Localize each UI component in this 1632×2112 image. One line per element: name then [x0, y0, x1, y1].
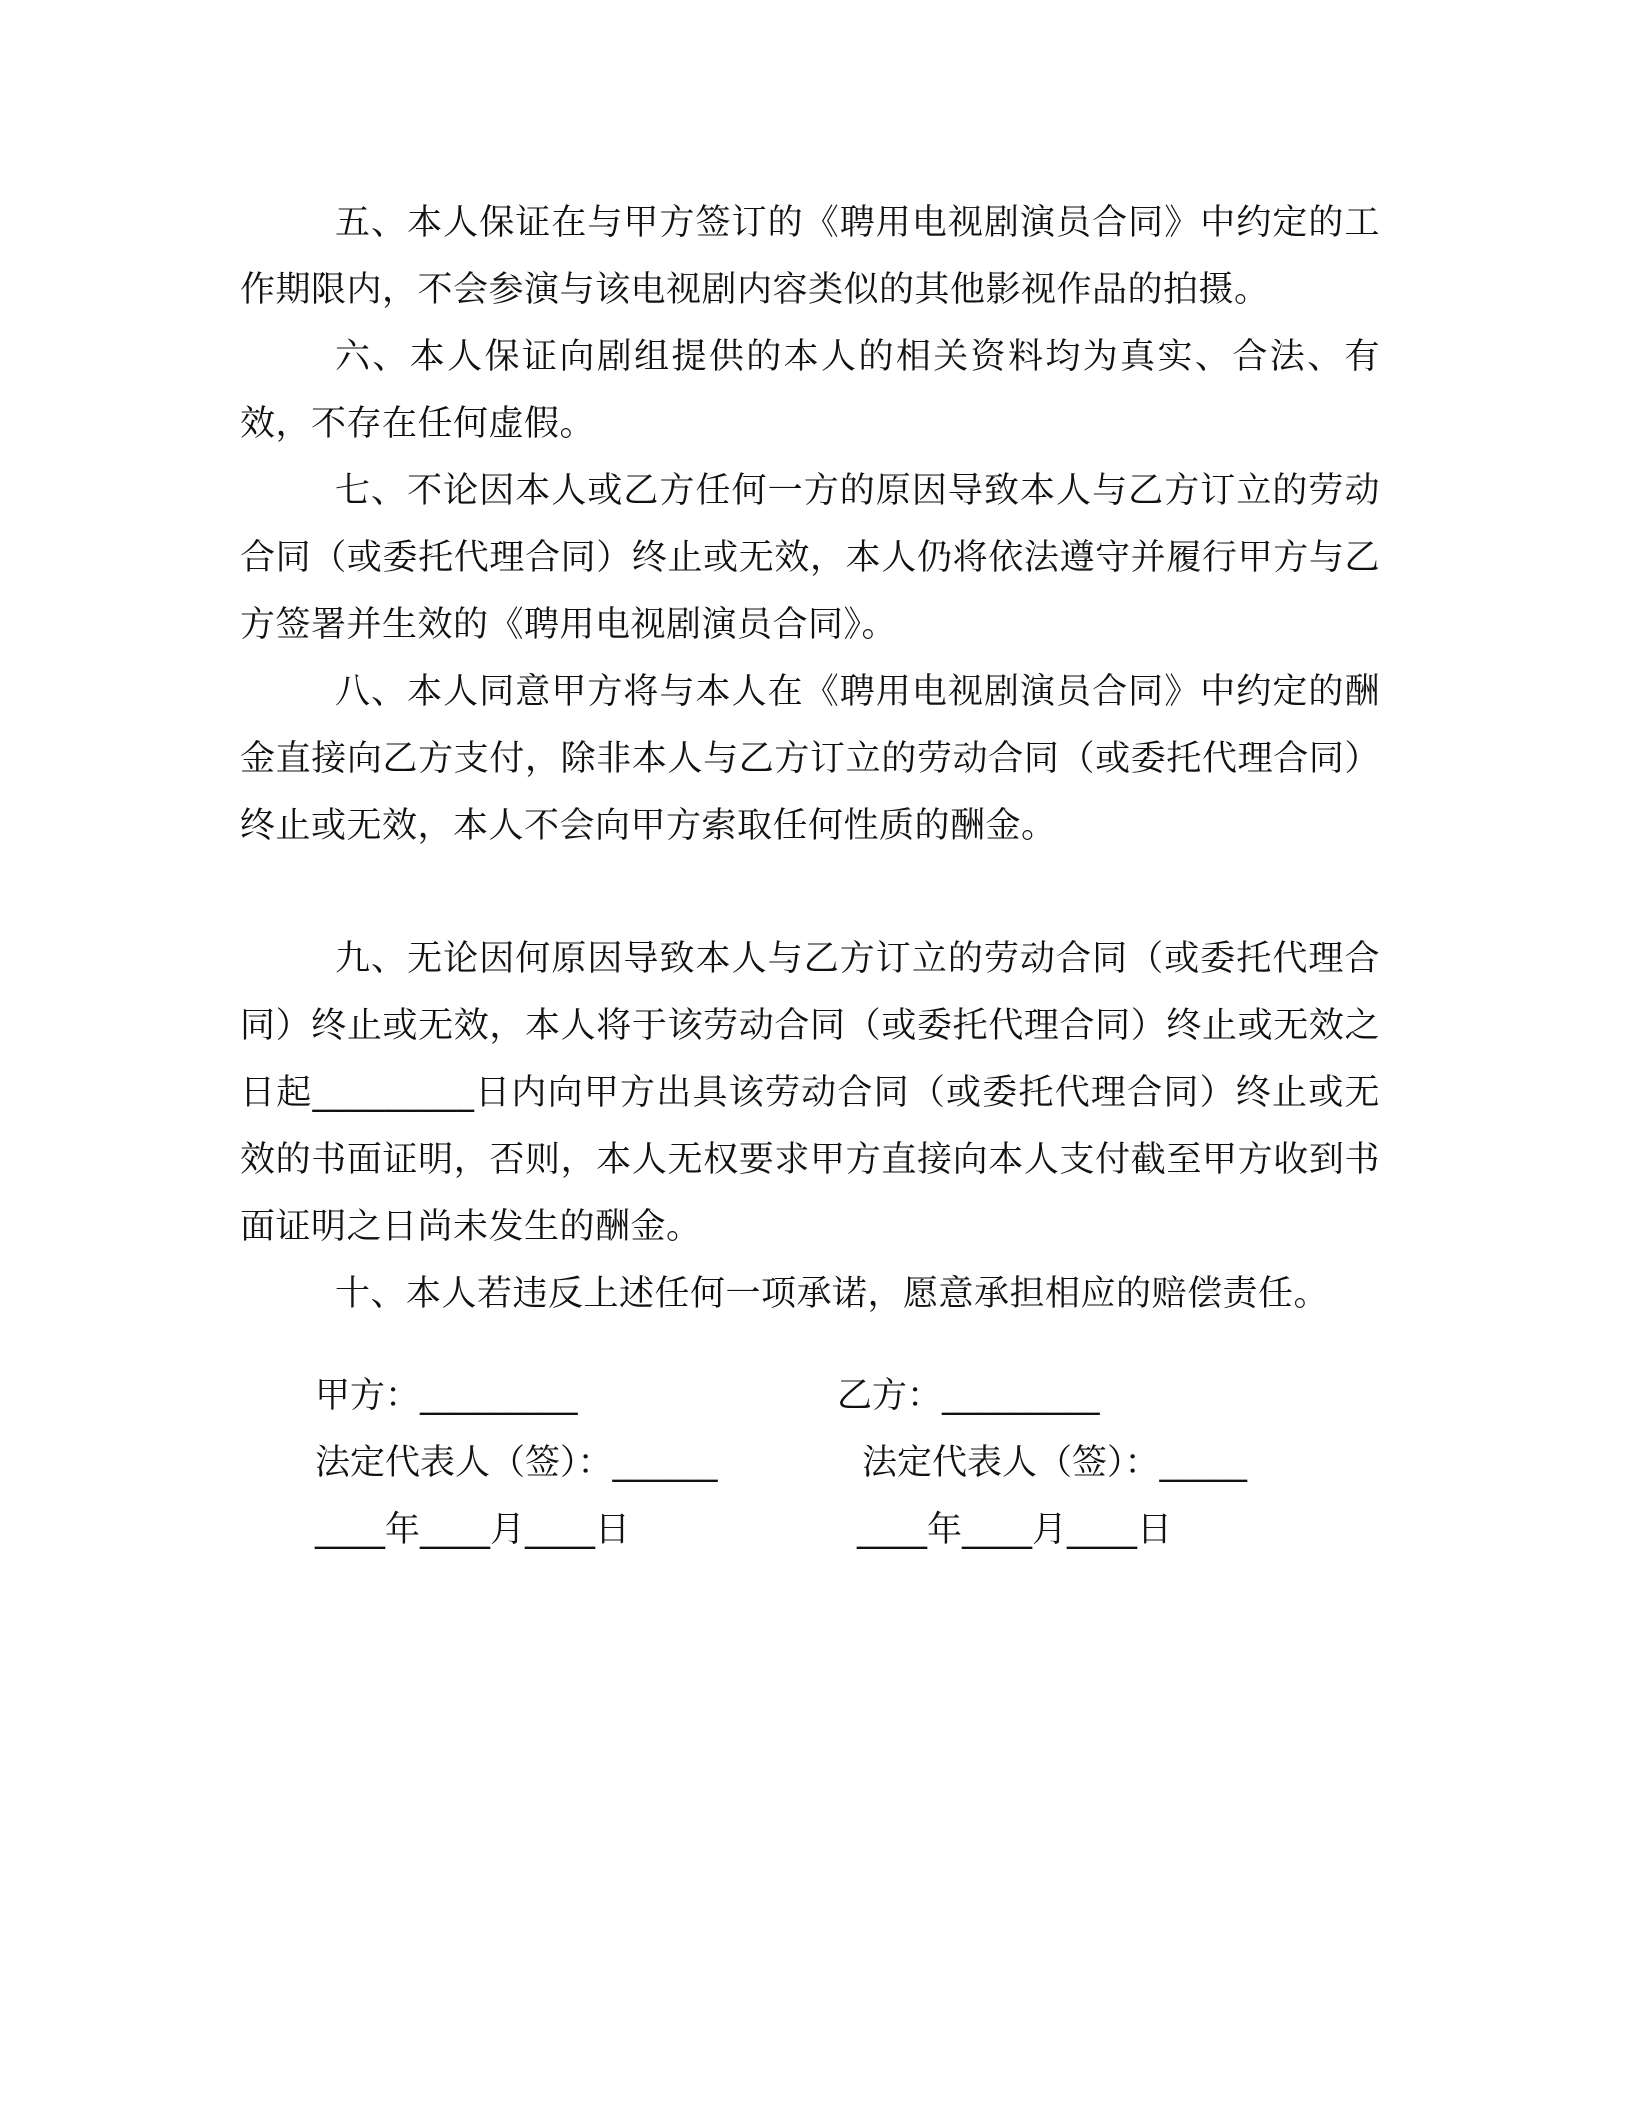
party-a-date: ____年____月____日 — [315, 1510, 631, 1550]
clause-10: 十、本人若违反上述任何一项承诺，愿意承担相应的赔偿责任。 — [335, 1274, 1330, 1314]
signature-row-representative — [240, 1430, 1380, 1497]
clause-8: 八、本人同意甲方将与本人在《聘用电视剧演员合同》中约定的酬金直接向乙方支付，除非本人与乙方订立的劳动合同（或委托代理合同）终止或无效，本人不会向甲方索取任何性质的酬金。 — [240, 672, 1380, 846]
document-body — [240, 190, 1380, 1550]
signature-row-date — [240, 1497, 1380, 1564]
party-a-signature: 甲方：_________ — [315, 1376, 578, 1416]
clause-5: 五、本人保证在与甲方签订的《聘用电视剧演员合同》中约定的工作期限内，不会参演与该电视剧内容类似的其他影视作品的拍摄。 — [240, 203, 1380, 310]
clause-7: 七、不论因本人或乙方任何一方的原因导致本人与乙方订立的劳动合同（或委托代理合同）终止或无效，本人仍将依法遵守并履行甲方与乙方签署并生效的《聘用电视剧演员合同》。 — [240, 471, 1380, 645]
signature-row-party — [240, 1363, 1380, 1430]
party-b-representative: 法定代表人（签）：_____ — [862, 1443, 1248, 1483]
clause-6: 六、本人保证向剧组提供的本人的相关资料均为真实、合法、有效，不存在任何虚假。 — [240, 337, 1380, 444]
party-b-signature: 乙方：_________ — [837, 1376, 1100, 1416]
party-b-date: ____年____月____日 — [857, 1510, 1173, 1550]
signature-block — [240, 1363, 1380, 1564]
clause-9: 九、无论因何原因导致本人与乙方订立的劳动合同（或委托代理合同）终止或无效，本人将于该劳动合同（或委托代理合同）终止或无效之日起_________日内向甲方出具该劳动合同（或委托代理合同）终止或无效的书面证明，否则，本人无权要求甲方直接向本人支付截至甲方收到书面证明之日尚未发生的酬金。 — [240, 939, 1380, 1247]
party-a-representative: 法定代表人（签）：______ — [315, 1443, 718, 1483]
